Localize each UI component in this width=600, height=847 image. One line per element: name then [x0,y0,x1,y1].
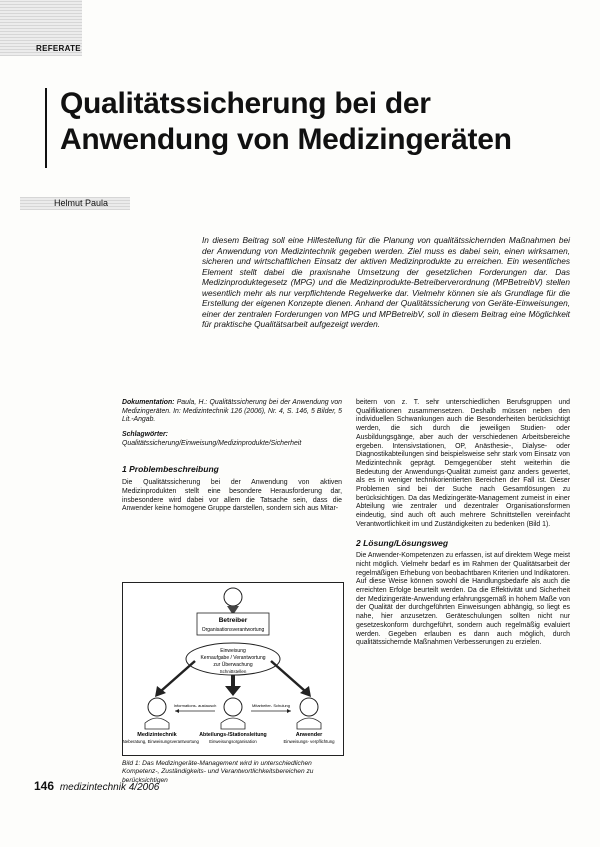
section-1-text: Die Qualitätssicherung bei der Anwendung von aktiven Medizinprodukten stellt eine besondere Herausforderung dar, insbesondere wird dabei vor allem die Tatsache sein, dass die Anwender keine homogene Gruppe darstellen, sondern sich aus Mitar- [122,479,342,513]
page-number: 146 [34,779,55,793]
kw-label: Schlagwörter: [122,431,168,439]
figure-1 [122,582,344,756]
article-title [60,86,512,158]
author-name: Helmut Paula [54,198,109,208]
right-role: Anwender [295,732,323,738]
center-line-1: Einweisung [220,648,246,654]
title-rule [45,88,47,168]
figure-1-diagram [123,583,343,755]
arrow-to-left [161,661,195,691]
right-para-1: beitern von z. T. sehr unterschiedlichen Berufsgruppen und Qualifikationen zusammensetzen. Deshalb müssen neben den individuellen Schwankungen auch die Besonderheiten berücksichtigt werden, die sich durch die jeweiligen Studien- oder Ausbildungsgänge, aber auch der verschiedenen Arbeitsbereiche ergeben. Intensivstationen, OP, Anästhesie-, Dialyse- oder Diagnostikabteilungen sind beispielsweise sehr stark vom Einsatz von Medizintechnik geprägt. Demgegenüber steht weiterhin die Bedeutung der Anwendungs-Qualität zumeist ganz anders gewertet, als es in weniger technikorientierten Bereichen der Fall ist. Dieser Problemen sind bei der Suche nach Gesamtlösungen zu berücksichtigen. Da das Medizingeräte-Management zumeist in einer Abteilung wie zentraler und dezentraler Organisationsformen eindeutig, sind auch oft auch mehrere Schnittstellen vereinfacht Verantwortlichkeit im und Zuständigkeiten zu bedenken (Bild 1). [356,399,570,528]
section-2-heading: 2 Lösung/Lösungsweg [356,537,449,548]
betreiber-label: Betreiber [218,617,248,624]
left-sub: Geräteberatung, Einweisungsverantwortung [123,739,199,744]
left-role: Medizintechnik [137,732,177,738]
page-footer [34,779,159,793]
meta-block [122,399,342,449]
keywords [122,431,342,448]
right-column [356,399,570,648]
section-1-heading: 1 Problembeschreibung [122,463,219,474]
exchange-label-left: Informations- austausch [173,703,217,708]
right-para-2: Die Anwender-Kompetenzen zu erfassen, ist auf direktem Wege meist nicht möglich. Vielmehr bedarf es im Rahmen der Qualitätsarbeit der regelmäßigen Erhebung von beobachtbaren Kriterien und Indikatoren. Auf diese Weise können sowohl die Handlungsbedarfe als auch die erreichten Erfolge beurteilt werden. Da die Effektivität und Sicherheit der Medizingeräte-Anwendung erfahrungsgemäß in hohem Maße von der Qualität der durchgeführten Einweisungen abhängig, so liegt es nahe, hier anzusetzen. Geräteschulungen sollten nicht nur gesetzeskonform durchgeführt, sondern auch regelmäßig evaluiert werden. Gegeben erlauben es dann auch möglich, durch qualitätssichernde Maßnahmen Verbesserungen zu erzielen. [356,552,570,647]
figure-caption: Bild 1: Das Medizingeräte-Management wird in unterschiedlichen Kompetenz-, Zuständigkeits- und Verantwortlichkeitsbereichen zu berücksichtigen [122,760,314,784]
arrow-to-right [271,661,305,691]
exchange-label-right: Mitarbeiter- Schulung [251,703,291,708]
journal-name: medizintechnik 4/2006 [59,782,160,793]
doc-label: Dokumentation: [122,399,175,406]
section-tag: REFERATE [36,44,81,53]
documentation [122,399,342,425]
left-column [122,399,342,514]
doc-text: Paula, H.: Qualitätssicherung bei der Anwendung von Medizingeräten. In: Medizintechnik 126 (2006), Nr. 4, S. 146, 5 Bilder, 5 Lit.-Angab. [122,399,342,424]
center-line-3: zur Überwachung [213,662,253,668]
middle-role: Abteilungs-/Stationsleitung [199,732,267,738]
right-person [283,698,335,744]
middle-sub: Einweisungsorganisation [209,739,257,744]
kw-text: Qualitätssicherung/Einweisung/Medizinprodukte/Sicherheit [122,439,302,447]
center-line-4: Schnittstellen [219,669,247,674]
right-sub: Einweisungs- verpflichtung [283,739,335,744]
betreiber-sub: Organisationsverantwortung [201,627,265,633]
center-line-2: Kernaufgabe / Verantwortung [200,655,266,661]
title-line-2: Anwendung von Medizingeräten [60,123,512,156]
abstract: In diesem Beitrag soll eine Hilfestellung für die Planung von qualitätssichernden Maßnahmen bei der Anwendung von Medizintechnik gegeben werden. Ziel muss es dabei sein, einen wirksamen, sicheren und wirtschaftlichen Einsatz der aktiven Medizinprodukte zu erreichen. Ein wesentliches Element stellt dabei die praxisnahe Umsetzung der gesetzlichen Forderungen dar. Das Medizinproduktegesetz (MPG) und die Medizinprodukte-Betreiberverordnung (MPBetreibV) stellen wesentlich mehr als nur verpflichtende Regelwerke dar. Vielmehr können sie als Grundlage für die Erstellung der eigenen Konzepte dienen. Anhand der Qualitätssicherung von Geräte-Einweisungen, einer der zentralen Forderungen von MPG und MPBetreibV, soll in diesem Beitrag eine Möglichkeit für praktische Qualitätsarbeit aufgezeigt werden. [202,235,570,329]
betreiber-figure [197,588,269,635]
title-line-1: Qualitätssicherung bei der [60,87,431,120]
